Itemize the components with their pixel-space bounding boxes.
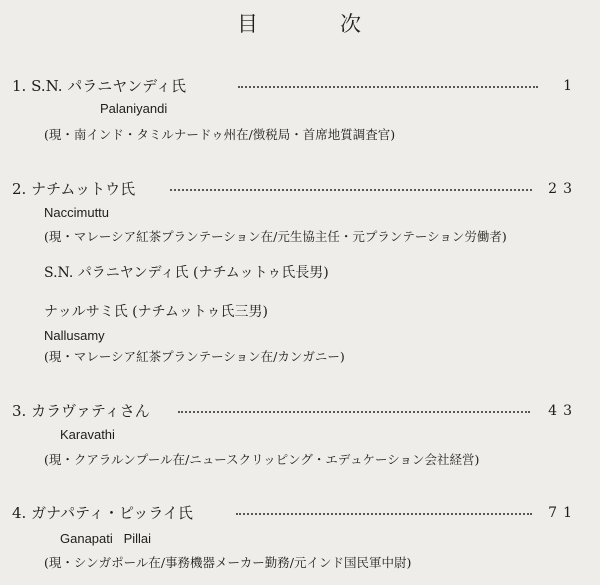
toc-entry-2[interactable]: [0, 178, 600, 200]
toc-entry-note: (現・南インド・タミルナードゥ州在/徴税局・首席地質調査官): [44, 127, 396, 142]
toc-entry-page: 23: [548, 181, 578, 197]
page-title-right: 次: [340, 12, 363, 36]
toc-entry-heading: 1. S.N. パラニヤンディ氏: [12, 77, 186, 95]
toc-entry-roman-name: Naccimuttu: [44, 205, 110, 220]
leader-dots: [238, 86, 538, 88]
toc-entry-note: (現・クアラルンプール在/ニュースクリッピング・エデュケーション会社経営): [44, 452, 480, 467]
toc-entry-roman-name: Karavathi: [60, 427, 115, 442]
toc-entry-page: 43: [548, 403, 578, 419]
toc-entry-note: (現・シンガポール在/事務機器メーカー勤務/元インド国民軍中尉): [44, 555, 412, 570]
toc-subentry-heading[interactable]: ナッルサミ氏 (ナチムットゥ氏三男): [44, 304, 268, 320]
toc-subentry-heading[interactable]: S.N. パラニヤンディ氏 (ナチムットゥ氏長男): [44, 265, 329, 281]
toc-entry-roman-name: Ganapati Pillai: [60, 531, 152, 546]
toc-entry-note: (現・マレーシア紅茶プランテーション在/カンガニー): [44, 349, 345, 364]
toc-entry-roman-name: Nallusamy: [44, 328, 105, 343]
toc-entry-page: 1: [563, 78, 578, 94]
toc-entry-3[interactable]: [0, 400, 600, 422]
leader-dots: [178, 411, 530, 413]
leader-dots: [170, 189, 532, 191]
toc-entry-page: 71: [548, 505, 578, 521]
page-title-left: 目: [237, 12, 260, 36]
leader-dots: [236, 513, 532, 515]
toc-entry-note: (現・マレーシア紅茶プランテーション在/元生協主任・元プランテーション労働者): [44, 229, 507, 244]
toc-entry-roman-name: Palaniyandi: [100, 101, 168, 116]
toc-entry-heading: 3. カラヴァティさん: [12, 402, 150, 420]
toc-entry-heading: 2. ナチムットウ氏: [12, 180, 136, 198]
toc-entry-heading: 4. ガナパティ・ピッライ氏: [12, 504, 193, 522]
toc-entry-4[interactable]: [0, 502, 600, 524]
toc-entry-1[interactable]: [0, 75, 600, 97]
page-title: [0, 8, 600, 38]
